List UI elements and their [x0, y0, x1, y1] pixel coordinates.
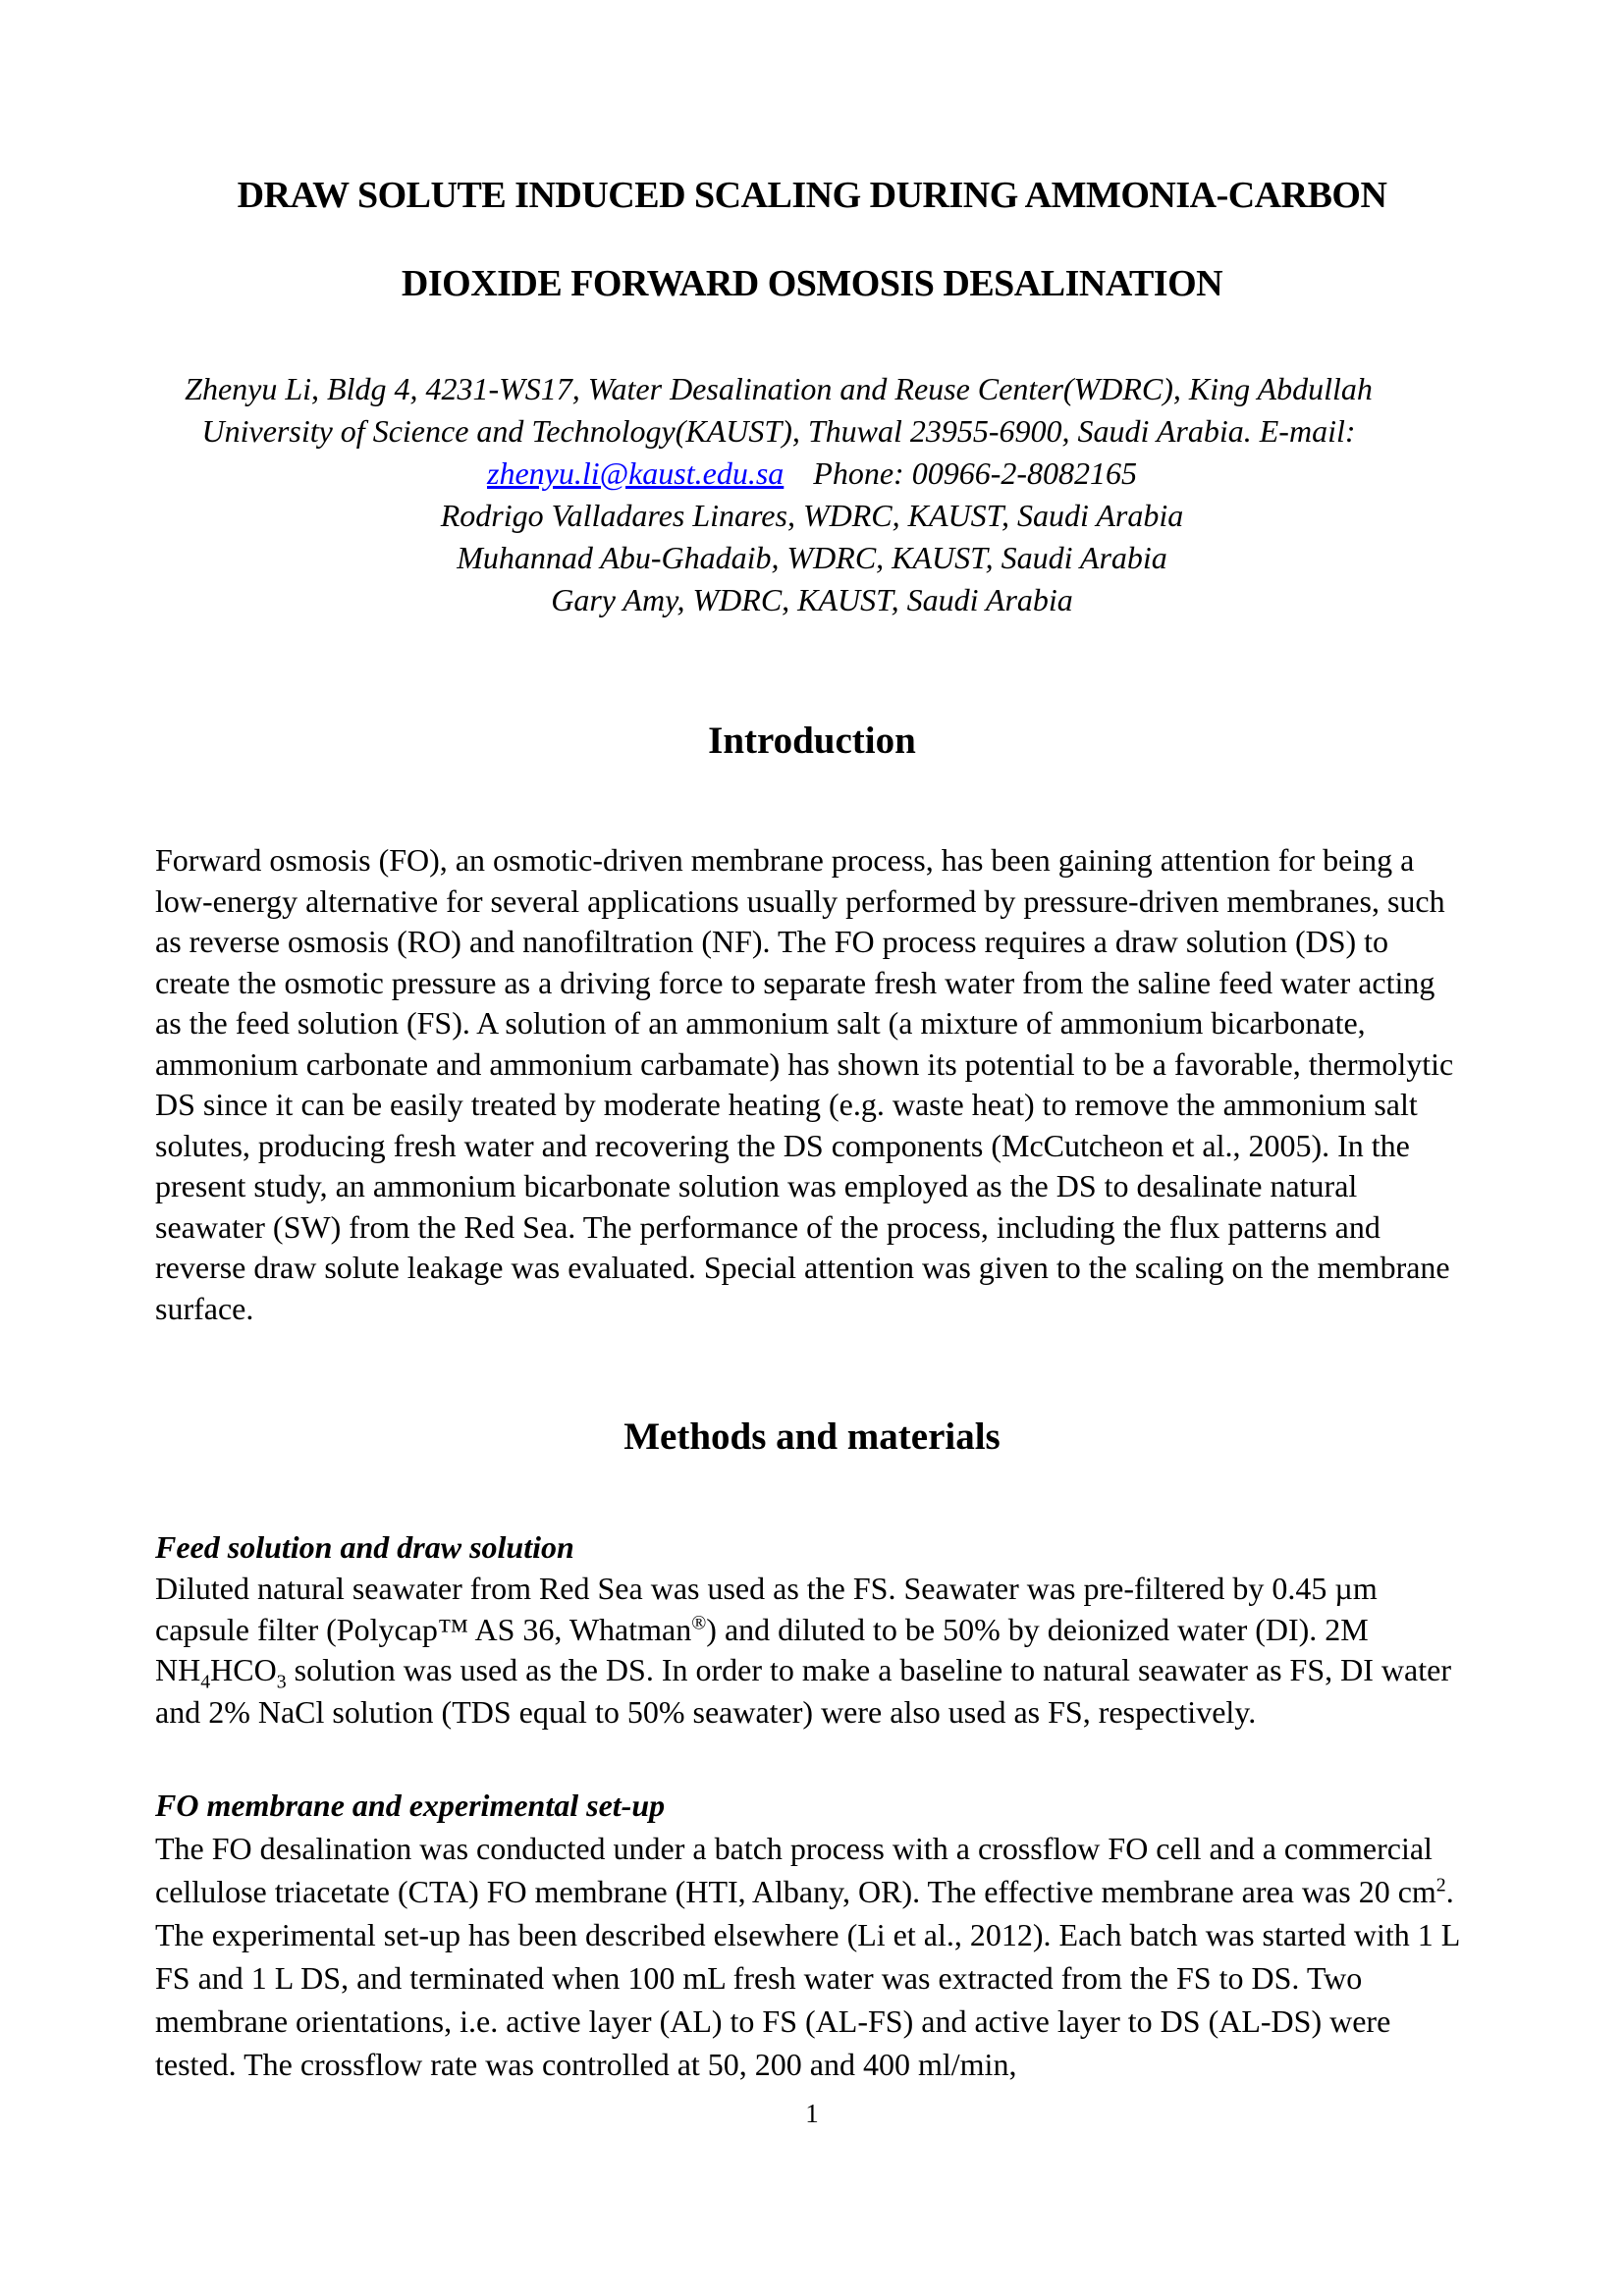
fo-text-2: . The experimental set-up has been described elsewhere (Li et al., 2012). Each batch was started with 1 L FS and 1 L DS, and terminated when 100 mL fresh water was extracted from the FS to DS. Two membrane orientations, i.e. active layer (AL) to FS (AL-FS) and active layer to DS (AL-DS) were tested. The crossflow rate was controlled at 50, 200 and 400 ml/min, [155, 1873, 1460, 2082]
author-line-4: Gary Amy, WDRC, KAUST, Saudi Arabia [551, 582, 1073, 618]
chemical-subscript-3: 3 [276, 1671, 287, 1693]
feed-text-3: HCO [210, 1652, 277, 1688]
registered-trademark-superscript: ® [691, 1611, 707, 1633]
squared-superscript: 2 [1435, 1874, 1446, 1896]
section-heading-methods: Methods and materials [623, 1415, 1001, 1459]
fo-membrane-paragraph [155, 1827, 1469, 2086]
author-block [155, 368, 1469, 621]
contact-line [155, 453, 1469, 495]
feed-solution-paragraph [155, 1569, 1469, 1734]
feed-text-4: solution was used as the DS. In order to make a baseline to natural seawater as FS, DI water and 2% NaCl solution (TDS equal to 50% seawater) were also used as FS, respectively. [155, 1652, 1451, 1731]
introduction-paragraph: Forward osmosis (FO), an osmotic-driven membrane process, has been gaining attention for being a low-energy alternative for several applications usually performed by pressure-driven membranes, such as reverse osmosis (RO) and nanofiltration (NF). The FO process requires a draw solution (DS) to create the osmotic pressure as a driving force to separate fresh water from the saline feed water acting as the feed solution (FS). A solution of an ammonium salt (a mixture of ammonium bicarbonate, ammonium carbonate and ammonium carbamate) has shown its potential to be a favorable, thermolytic DS since it can be easily treated by moderate heating (e.g. waste heat) to remove the ammonium salt solutes, producing fresh water and recovering the DS components (McCutcheon et al., 2005). In the present study, an ammonium bicarbonate solution was employed as the DS to desalinate natural seawater (SW) from the Red Sea. The performance of the process, including the flux patterns and reverse draw solute leakage was evaluated. Special attention was given to the scaling on the membrane surface. [155, 842, 1454, 1326]
author-affiliation: Zhenyu Li, Bldg 4, 4231-WS17, Water Desalination and Reuse Center(WDRC), King Abdullah University of Science and Technology(KAUST), Thuwal 23955-6900, Saudi Arabia. E-mail: [185, 371, 1373, 450]
feed-text-1: Diluted natural seawater from Red Sea was used as the FS. Seawater was pre-filtered by 0.45 µm capsule filter (Polycap™ AS 36, Whatman [155, 1571, 1378, 1647]
author-line-2: Rodrigo Valladares Linares, WDRC, KAUST, Saudi Arabia [440, 498, 1184, 534]
section-heading-introduction: Introduction [708, 720, 916, 763]
page-number: 1 [805, 2099, 819, 2128]
subheading-feed-solution: Feed solution and draw solution [155, 1529, 574, 1566]
chemical-subscript-4: 4 [200, 1671, 211, 1693]
phone-text: Phone: 00966-2-8082165 [813, 455, 1137, 492]
author-line-3: Muhannad Abu-Ghadaib, WDRC, KAUST, Saudi Arabia [457, 540, 1167, 576]
subheading-fo-membrane: FO membrane and experimental set-up [155, 1787, 666, 1823]
email-link[interactable]: zhenyu.li@kaust.edu.sa [487, 455, 785, 492]
feed-text-2: ) and diluted to be 50% by deionized water (DI). 2M NH [155, 1611, 1369, 1688]
paper-title-line1: DRAW SOLUTE INDUCED SCALING DURING AMMONIA-CARBON [237, 175, 1387, 216]
paper-title-line2: DIOXIDE FORWARD OSMOSIS DESALINATION [401, 262, 1223, 304]
fo-text-1: The FO desalination was conducted under a batch process with a crossflow FO cell and a commercial cellulose triacetate (CTA) FO membrane (HTI, Albany, OR). The effective membrane area was 20 cm [155, 1830, 1436, 1909]
